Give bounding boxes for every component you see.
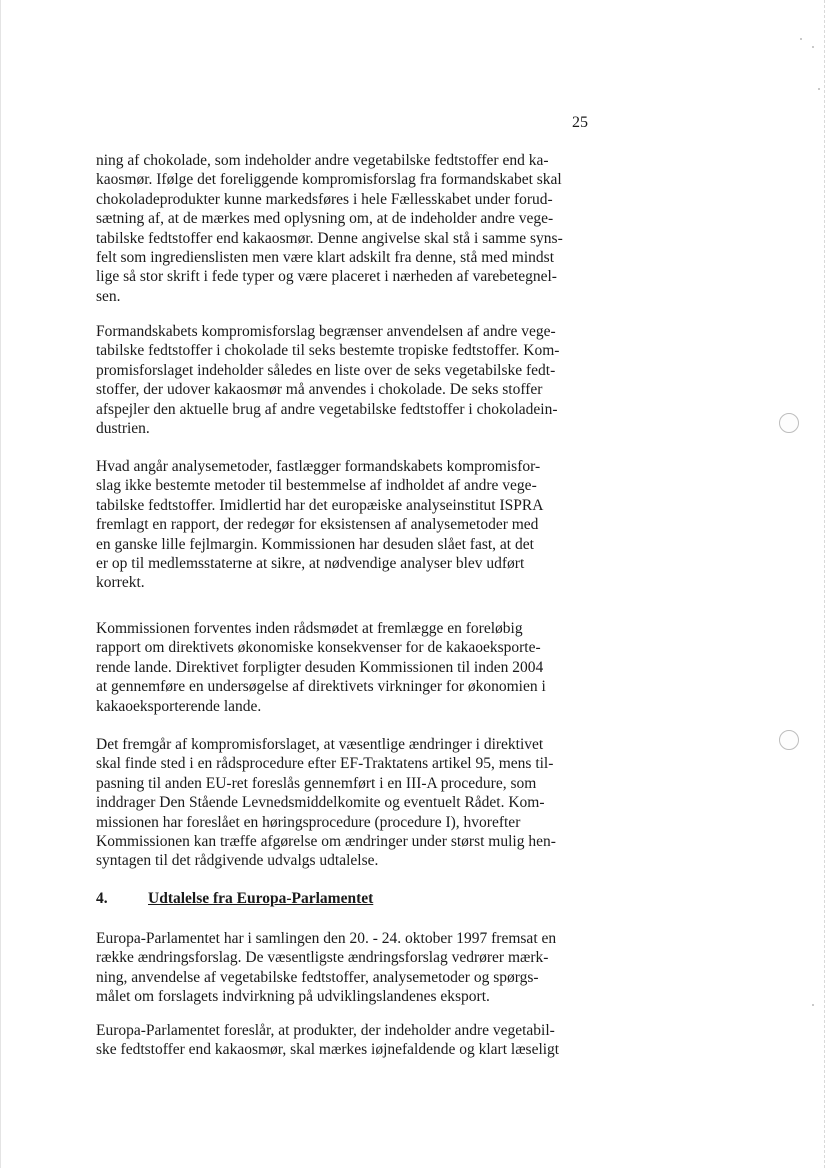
text-line: dustrien. <box>96 420 150 438</box>
text-line: ning af chokolade, som indeholder andre vegetabilske fedtstoffer end ka- <box>96 152 549 169</box>
text-line: tabilske fedtstoffer i chokolade til seks bestemte tropiske fedtstoffer. Kom- <box>96 342 560 360</box>
text-line: Kommissionen kan træffe afgørelse om ændringer under størst mulig hen- <box>96 833 556 851</box>
scan-speck <box>800 38 802 40</box>
text-line: er op til medlemsstaterne at sikre, at nødvendige analyser blev udført <box>96 555 525 573</box>
text-line: tabilske fedtstoffer. Imidlertid har det europæiske analyseinstitut ISPRA <box>96 496 544 514</box>
text-line: ske fedtstoffer end kakaosmør, skal mærkes iøjnefaldende og klart læseligt <box>96 1041 560 1059</box>
text-line: korrekt. <box>96 574 145 592</box>
punch-hole-upper <box>779 413 799 433</box>
text-line: slag ikke bestemte metoder til bestemmelse af indholdet af andre vege- <box>96 477 537 495</box>
text-line: chokoladeprodukter kunne markedsføres i hele Fællesskabet under forud- <box>96 190 553 208</box>
page-number: 25 <box>572 114 588 131</box>
text-line: en ganske lille fejlmargin. Kommissionen har desuden slået fast, at det <box>96 535 534 553</box>
section-number: 4. <box>96 890 108 907</box>
text-line: Europa-Parlamentet har i samlingen den 20. - 24. oktober 1997 fremsat en <box>96 930 557 947</box>
paragraph-4 <box>96 619 586 716</box>
text-line: Kommissionen forventes inden rådsmødet at fremlægge en foreløbig <box>96 620 523 637</box>
text-line: stoffer, der udover kakaosmør må anvendes i chokolade. De seks stoffer <box>96 381 543 399</box>
text-line: skal finde sted i en rådsprocedure efter EF-Traktatens artikel 95, mens til- <box>96 755 554 773</box>
text-line: tabilske fedtstoffer end kakaosmør. Denne angivelse skal stå i samme syns- <box>96 229 563 247</box>
paragraph-1 <box>96 151 586 306</box>
text-line: sætning af, at de mærkes med oplysning om, at de indeholder andre vege- <box>96 210 554 228</box>
text-line: afspejler den aktuelle brug af andre vegetabilske fedtstoffer i chokoladein- <box>96 400 558 418</box>
scan-speck <box>812 1004 814 1006</box>
paragraph-6 <box>96 929 586 1007</box>
text-line: promisforslaget indeholder således en liste over de seks vegetabilske fedt- <box>96 361 556 379</box>
text-line: fremlagt en rapport, der redegør for eksistensen af analysemetoder med <box>96 516 539 534</box>
text-line: inddrager Den Stående Levnedsmiddelkomite og eventuelt Rådet. Kom- <box>96 794 545 812</box>
punch-hole-lower <box>779 730 799 750</box>
text-line: målet om forslagets indvirkning på udviklingslandenes eksport. <box>96 988 490 1006</box>
text-line: lige så stor skrift i fede typer og være placeret i nærheden af varebetegnel- <box>96 268 557 286</box>
text-line: Det fremgår af kompromisforslaget, at væsentlige ændringer i direktivet <box>96 736 544 753</box>
text-line: Formandskabets kompromisforslag begrænser anvendelsen af andre vege- <box>96 323 556 340</box>
paragraph-2 <box>96 322 586 438</box>
text-line: rende lande. Direktivet forpligter desuden Kommissionen til inden 2004 <box>96 658 544 676</box>
scan-speck <box>818 88 820 90</box>
text-line: felt som ingredienslisten men være klart adskilt fra denne, stå med mindst <box>96 249 555 267</box>
text-line: pasning til anden EU-ret foreslås gennemført i en III-A procedure, som <box>96 774 537 792</box>
text-line: række ændringsforslag. De væsentligste ændringsforslag vedrører mærk- <box>96 949 549 967</box>
section-heading <box>96 890 373 908</box>
text-line: at gennemføre en undersøgelse af direktivets virkninger for økonomien i <box>96 678 546 696</box>
text-line: kakaoeksporterende lande. <box>96 697 262 715</box>
paragraph-7 <box>96 1021 586 1060</box>
text-line: syntagen til det rådgivende udvalgs udtalelse. <box>96 852 379 870</box>
text-line: sen. <box>96 287 121 305</box>
paragraph-5 <box>96 735 586 871</box>
text-line: Europa-Parlamentet foreslår, at produkter, der indeholder andre vegetabil- <box>96 1022 555 1039</box>
text-line: kaosmør. Ifølge det foreliggende kompromisforslag fra formandskabet skal <box>96 171 562 189</box>
text-line: Hvad angår analysemetoder, fastlægger formandskabets kompromisfor- <box>96 458 541 475</box>
text-line: missionen har foreslået en høringsprocedure (procedure I), hvorefter <box>96 813 521 831</box>
text-line: ning, anvendelse af vegetabilske fedtstoffer, analysemetoder og spørgs- <box>96 968 539 986</box>
section-title: Udtalelse fra Europa-Parlamentet <box>148 890 374 907</box>
paragraph-3 <box>96 457 586 593</box>
scan-speck <box>812 46 814 48</box>
text-line: rapport om direktivets økonomiske konsekvenser for de kakaoeksporte- <box>96 639 541 657</box>
